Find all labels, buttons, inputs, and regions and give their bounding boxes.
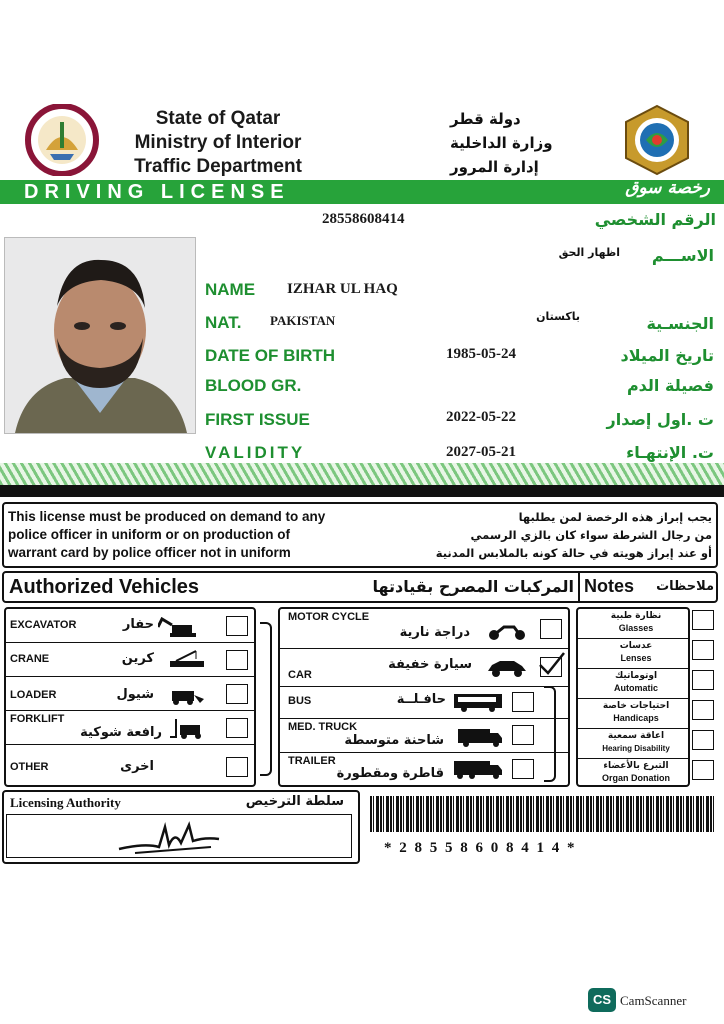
name-value-ar: اظهار الحق <box>558 246 620 259</box>
vehicle-label-ar: حافـلــة <box>396 692 446 707</box>
note-label-ar: نظارة طبية <box>610 611 662 621</box>
vehicle-checkbox[interactable] <box>226 718 248 738</box>
security-pattern <box>0 463 724 485</box>
separator-bar <box>0 485 724 497</box>
notice-en-line-3: warrant card by police officer not in uniform <box>8 545 291 560</box>
vehicle-row-trailer <box>280 753 568 785</box>
vehicle-label-en: CRANE <box>10 653 50 665</box>
notes-title-ar: ملاحظات <box>656 579 714 594</box>
nationality-value-en: PAKISTAN <box>270 313 336 328</box>
note-label-ar: التبرع بالأعضاء <box>603 761 669 771</box>
first-issue-label-ar: ت .اول إصدار <box>606 410 714 429</box>
qatar-emblem <box>16 104 108 176</box>
vehicle-label-ar: قاطرة ومقطورة <box>336 766 444 781</box>
note-label-en: Lenses <box>620 653 652 663</box>
vehicle-checkbox[interactable] <box>226 650 248 670</box>
vehicle-label-en: EXCAVATOR <box>10 619 77 631</box>
vehicle-row-crane <box>6 643 254 677</box>
barcode <box>370 796 715 832</box>
note-label-ar: اعاقة سمعية <box>607 731 665 741</box>
note-checkbox[interactable] <box>692 610 714 630</box>
barcode-text: * 2 8 5 5 8 6 0 8 4 1 4 * <box>384 840 577 856</box>
authority-box <box>2 790 360 864</box>
vehicle-checkbox[interactable] <box>226 757 248 777</box>
trailer-icon <box>452 759 504 779</box>
note-row-glasses <box>578 609 688 639</box>
nationality-label-en: NAT. <box>205 313 242 332</box>
notice-ar-line-2: من رجال الشرطة سواء كان بالزي الرسمي <box>470 528 712 542</box>
note-label-ar: احتياجات خاصة <box>602 701 670 711</box>
header-en-line-3: Traffic Department <box>134 156 302 177</box>
header-ar-line-3: إدارة المرور <box>450 158 539 176</box>
notes-box <box>576 607 690 787</box>
light-vehicles-box <box>278 607 570 787</box>
column-bracket-left <box>260 622 272 776</box>
bus-icon <box>452 692 504 712</box>
note-checkbox[interactable] <box>692 640 714 660</box>
dob-label-ar: تاريخ الميلاد <box>620 346 714 365</box>
header-english <box>108 107 328 179</box>
dob-label-en: DATE OF BIRTH <box>205 346 336 365</box>
note-label-en: Automatic <box>613 683 658 693</box>
vehicle-row-forklift <box>6 711 254 745</box>
name-value-en: IZHAR UL HAQ <box>287 281 398 297</box>
note-checkbox[interactable] <box>692 700 714 720</box>
vehicle-label-en: FORKLIFT <box>10 713 65 725</box>
header-en-line-2: Ministry of Interior <box>134 132 302 153</box>
note-label-en: Hearing Disability <box>602 744 670 753</box>
license-title-ar: رخصة سوق <box>625 178 710 198</box>
vehicle-label-ar: كرين <box>121 651 154 666</box>
car-icon <box>486 657 528 677</box>
authority-label-ar: سلطة الترخيص <box>245 794 344 809</box>
crane-icon <box>166 649 208 669</box>
notice-ar-line-3: أو عند إبراز هويته في حالة كونه بالملابس المدنية <box>435 546 712 560</box>
vehicle-row-bus <box>280 687 568 719</box>
heavy-vehicles-box <box>4 607 256 787</box>
gcc-emblem <box>616 104 698 176</box>
name-label-en: NAME <box>205 280 256 299</box>
note-label-ar: عدسات <box>619 641 653 651</box>
excavator-icon <box>158 617 200 637</box>
note-row-organ <box>578 759 688 789</box>
vehicles-title-en: Authorized Vehicles <box>9 576 200 598</box>
note-checkbox[interactable] <box>692 670 714 690</box>
name-label-ar: الاســـم <box>651 246 714 265</box>
vehicle-label-ar: شيول <box>116 687 154 702</box>
truck-icon <box>456 727 504 747</box>
license-title-en: DRIVING LICENSE <box>24 181 290 203</box>
blood-label-ar: فصيلة الدم <box>626 376 714 395</box>
vehicle-row-other <box>6 745 254 779</box>
notice-ar-line-1: يجب إبراز هذه الرخصة لمن يطلبها <box>518 510 712 524</box>
loader-icon <box>164 685 206 705</box>
vehicle-label-en: BUS <box>288 695 312 707</box>
note-label-en: Handicaps <box>613 713 659 723</box>
vehicle-checkbox[interactable] <box>512 725 534 745</box>
vehicle-label-en: OTHER <box>10 761 49 773</box>
vehicle-label-en: LOADER <box>10 689 57 701</box>
notes-divider <box>578 573 580 601</box>
vehicle-checkbox[interactable] <box>512 692 534 712</box>
validity-label-en: VALIDITY <box>205 443 306 462</box>
vehicles-header <box>2 571 718 603</box>
note-label-en: Glasses <box>618 623 654 633</box>
dob-value: 1985-05-24 <box>446 346 516 362</box>
note-row-lenses <box>578 639 688 669</box>
signature <box>115 817 235 857</box>
vehicle-label-ar: حفار <box>122 617 154 632</box>
first-issue-value: 2022-05-22 <box>446 409 516 425</box>
note-row-handicaps <box>578 699 688 729</box>
vehicle-label-en: TRAILER <box>288 755 336 767</box>
forklift-icon <box>170 719 212 739</box>
note-label-en: Organ Donation <box>602 773 670 783</box>
note-checkbox[interactable] <box>692 760 714 780</box>
camscanner-badge: CS <box>588 988 616 1012</box>
vehicle-row-excavator <box>6 609 254 643</box>
nationality-label-ar: الجنسـية <box>646 314 714 333</box>
vehicle-label-ar: سيارة خفيفة <box>388 657 472 672</box>
first-issue-label-en: FIRST ISSUE <box>205 410 310 429</box>
vehicle-checkbox[interactable] <box>226 684 248 704</box>
holder-photo <box>4 237 196 434</box>
notice-en-line-2: police officer in uniform or on production of <box>8 527 290 542</box>
vehicle-label-ar: دراجة نارية <box>399 625 470 640</box>
vehicle-checkbox[interactable] <box>226 616 248 636</box>
note-row-automatic <box>578 669 688 699</box>
note-label-ar: اوتوماتيك <box>614 671 658 681</box>
header-arabic <box>450 107 610 179</box>
personal-id-label-ar: الرقم الشخصي <box>594 210 716 229</box>
notice-box <box>2 502 718 568</box>
vehicle-checkbox[interactable] <box>540 619 562 639</box>
notice-en-line-1: This license must be produced on demand to any <box>8 509 326 524</box>
nationality-value-ar: باكستان <box>536 310 580 323</box>
vehicle-label-en: MED. TRUCK <box>288 721 358 733</box>
checkmark-icon <box>536 651 566 677</box>
vehicles-title-ar: المركبات المصرح بقيادتها <box>372 577 574 596</box>
vehicle-row-loader <box>6 677 254 711</box>
vehicle-row-motorcycle <box>280 609 568 649</box>
authority-label-en: Licensing Authority <box>10 795 121 810</box>
camscanner-label: CamScanner <box>620 993 687 1008</box>
note-checkbox[interactable] <box>692 730 714 750</box>
blood-label-en: BLOOD GR. <box>205 376 302 395</box>
motorcycle-icon <box>486 621 528 641</box>
header-ar-line-1: دولة قطر <box>450 110 521 128</box>
notes-title-en: Notes <box>584 576 635 596</box>
vehicle-label-en: CAR <box>288 669 312 681</box>
note-row-hearing <box>578 729 688 759</box>
notice-en <box>8 508 325 562</box>
personal-id-value: 28558608414 <box>322 211 405 227</box>
vehicle-row-med-truck <box>280 719 568 753</box>
vehicle-checkbox[interactable] <box>512 759 534 779</box>
vehicle-label-ar: شاحنة متوسطة <box>344 733 444 748</box>
validity-label-ar: ت. الإنتهـاء <box>626 443 714 462</box>
signature-area <box>6 814 352 858</box>
header-ar-line-2: وزارة الداخلية <box>450 134 553 152</box>
vehicle-label-ar: رافعة شوكية <box>80 725 162 740</box>
column-bracket-right <box>544 686 556 782</box>
validity-value: 2027-05-21 <box>446 444 516 460</box>
notice-ar <box>372 508 712 562</box>
vehicle-label-ar: اخرى <box>120 759 154 774</box>
vehicle-row-car <box>280 649 568 687</box>
header-en-line-1: State of Qatar <box>155 108 281 129</box>
vehicle-label-en: MOTOR CYCLE <box>288 611 370 623</box>
